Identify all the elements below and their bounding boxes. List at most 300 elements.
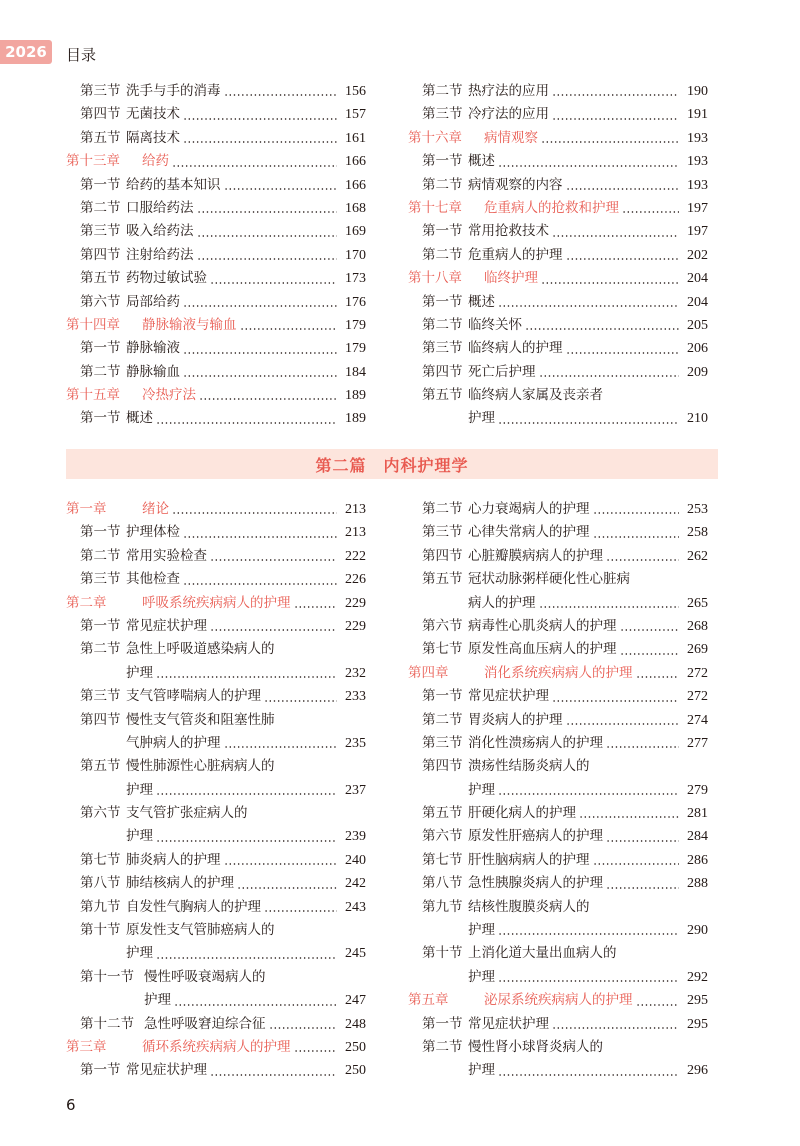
toc-page-number: 286: [687, 852, 708, 868]
toc-section-entry[interactable]: [408, 521, 708, 544]
dot-leader: [498, 422, 679, 424]
toc-entry-title: 临终病人家属及丧亲者: [468, 387, 603, 404]
toc-page-number: 202: [687, 247, 708, 263]
toc-section-entry[interactable]: [66, 244, 366, 267]
dot-leader: [197, 235, 338, 237]
toc-section-entry[interactable]: [66, 267, 366, 290]
toc-page-number: 247: [345, 993, 366, 1009]
dot-leader: [620, 629, 680, 631]
toc-entry-title: 泌尿系统疾病病人的护理: [484, 992, 633, 1009]
toc-entry-title: 死亡后护理: [468, 363, 536, 380]
toc-entry-number: 第十六章: [408, 129, 462, 146]
toc-page-number: 222: [345, 548, 366, 564]
toc-section-entry[interactable]: [66, 407, 366, 430]
toc-page-number: 197: [687, 200, 708, 216]
toc-section-entry[interactable]: [408, 244, 708, 267]
toc-section-entry[interactable]: [66, 989, 366, 1012]
toc-section-entry[interactable]: [408, 407, 708, 430]
toc-entry-title: 无菌技术: [126, 106, 180, 123]
toc-entry-title: 肺炎病人的护理: [126, 851, 221, 868]
dot-leader: [224, 94, 338, 96]
toc-section-entry[interactable]: [408, 384, 708, 407]
dot-leader: [552, 94, 679, 96]
dot-leader: [264, 700, 337, 702]
toc-page-number: 292: [687, 969, 708, 985]
toc-entry-number: 第一章: [66, 500, 107, 517]
toc-page-number: 189: [345, 388, 366, 404]
dot-leader: [172, 165, 337, 167]
toc-chapter-entry[interactable]: [408, 662, 708, 685]
toc-section-entry[interactable]: [408, 103, 708, 126]
toc-entry-number: 第五节: [422, 805, 463, 822]
toc-entry-number: 第七节: [422, 851, 463, 868]
toc-chapter-entry[interactable]: [66, 592, 366, 615]
toc-entry-title: 冠状动脉粥样硬化性心脏病: [468, 571, 630, 588]
toc-section-entry[interactable]: [408, 1036, 708, 1059]
toc-page-number: 161: [345, 130, 366, 146]
toc-section-entry[interactable]: [66, 685, 366, 708]
toc-page-number: 193: [687, 130, 708, 146]
toc-page-number: 274: [687, 712, 708, 728]
toc-section-entry[interactable]: [66, 896, 366, 919]
toc-section-entry[interactable]: [66, 919, 366, 942]
toc-section-entry[interactable]: [408, 568, 708, 591]
toc-entry-title: 肝硬化病人的护理: [468, 805, 576, 822]
toc-entry-number: 第二节: [422, 500, 463, 517]
dot-leader: [224, 746, 338, 748]
toc-entry-number: 第一节: [422, 153, 463, 170]
toc-page-number: 290: [687, 923, 708, 939]
toc-page-number: 229: [345, 595, 366, 611]
toc-section-entry[interactable]: [66, 127, 366, 150]
toc-page-number: 248: [345, 1016, 366, 1032]
toc-entry-title: 消化性溃疡病人的护理: [468, 734, 603, 751]
toc-entry-title: 上消化道大量出血病人的: [468, 945, 617, 962]
toc-entry-number: 第一节: [422, 1015, 463, 1032]
toc-page-number: 288: [687, 876, 708, 892]
dot-leader: [183, 375, 337, 377]
toc-entry-number: 第二节: [80, 641, 121, 658]
dot-leader: [498, 793, 679, 795]
toc-entry-number: 第四节: [80, 106, 121, 123]
toc-section-entry[interactable]: [66, 872, 366, 895]
toc-entry-title: 护理: [126, 945, 153, 962]
dot-leader: [224, 863, 338, 865]
dot-leader: [224, 188, 338, 190]
toc-entry-title: 慢性呼吸衰竭病人的: [144, 968, 266, 985]
dot-leader: [566, 188, 680, 190]
toc-section-entry[interactable]: [66, 755, 366, 778]
toc-chapter-entry[interactable]: [408, 989, 708, 1012]
toc-section-entry[interactable]: [66, 220, 366, 243]
toc-entry-title: 常见症状护理: [468, 688, 549, 705]
toc-page-number: 193: [687, 154, 708, 170]
toc-entry-title: 给药的基本知识: [126, 176, 221, 193]
toc-entry-number: 第十二节: [80, 1015, 134, 1032]
toc-entry-title: 静脉输血: [126, 363, 180, 380]
toc-entry-title: 注射给药法: [126, 246, 194, 263]
dot-leader: [552, 235, 679, 237]
toc-entry-number: 第一节: [80, 176, 121, 193]
toc-page-number: 204: [687, 271, 708, 287]
toc-section-entry[interactable]: [408, 919, 708, 942]
toc-entry-title: 支气管扩张症病人的: [126, 805, 248, 822]
dot-leader: [566, 352, 680, 354]
toc-page-number: 206: [687, 341, 708, 357]
toc-page-number: 233: [345, 689, 366, 705]
toc-page-number: 296: [687, 1063, 708, 1079]
header-title: 目录: [66, 46, 97, 64]
toc-section-entry[interactable]: [408, 896, 708, 919]
toc-entry-title: 急性上呼吸道感染病人的: [126, 641, 275, 658]
toc-section-entry[interactable]: [408, 545, 708, 568]
toc-entry-title: 慢性支气管炎和阻塞性肺: [126, 711, 275, 728]
toc-page-number: 209: [687, 364, 708, 380]
toc-section-entry[interactable]: [408, 732, 708, 755]
toc-section-entry[interactable]: [66, 1059, 366, 1082]
toc-section-entry[interactable]: [66, 662, 366, 685]
toc-section-entry[interactable]: [408, 825, 708, 848]
dot-leader: [269, 1027, 338, 1029]
toc-entry-number: 第二节: [80, 547, 121, 564]
toc-page-number: 197: [687, 224, 708, 240]
part-banner: 第二篇 内科护理学: [66, 449, 718, 479]
toc-entry-number: 第二节: [80, 363, 121, 380]
toc-page-number: 190: [687, 83, 708, 99]
toc-section-entry[interactable]: [66, 709, 366, 732]
toc-entry-title: 原发性肝癌病人的护理: [468, 828, 603, 845]
dot-leader: [606, 840, 679, 842]
toc-entry-title: 热疗法的应用: [468, 82, 549, 99]
toc-entry-title: 护理: [468, 922, 495, 939]
toc-section-entry[interactable]: [408, 755, 708, 778]
toc-entry-title: 冷疗法的应用: [468, 106, 549, 123]
toc-section-entry[interactable]: [66, 545, 366, 568]
toc-section-entry[interactable]: [408, 966, 708, 989]
toc-entry-title: 常见症状护理: [126, 617, 207, 634]
dot-leader: [552, 700, 679, 702]
dot-leader: [498, 1074, 679, 1076]
toc-page-number: 232: [345, 665, 366, 681]
toc-page-number: 262: [687, 548, 708, 564]
toc-entry-number: 第三节: [422, 340, 463, 357]
toc-entry-number: 第五节: [80, 758, 121, 775]
toc-entry-title: 护理: [468, 410, 495, 427]
toc-entry-title: 常见症状护理: [468, 1015, 549, 1032]
toc-entry-title: 护理: [468, 968, 495, 985]
toc-entry-number: 第二节: [422, 711, 463, 728]
toc-section-entry[interactable]: [66, 638, 366, 661]
toc-chapter-entry[interactable]: [408, 197, 708, 220]
toc-page-number: 213: [345, 525, 366, 541]
toc-entry-title: 其他检查: [126, 571, 180, 588]
toc-chapter-entry[interactable]: [66, 498, 366, 521]
toc-entry-number: 第五节: [422, 571, 463, 588]
toc-page-number: 156: [345, 83, 366, 99]
toc-entry-title: 原发性高血压病人的护理: [468, 641, 617, 658]
dot-leader: [183, 536, 337, 538]
toc-entry-title: 肺结核病人的护理: [126, 875, 234, 892]
toc-entry-number: 第二节: [422, 176, 463, 193]
toc-entry-title: 洗手与手的消毒: [126, 82, 221, 99]
toc-entry-title: 口服给药法: [126, 199, 194, 216]
toc-chapter-entry[interactable]: [408, 127, 708, 150]
toc-entry-title: 病情观察的内容: [468, 176, 563, 193]
dot-leader: [240, 328, 338, 330]
toc-page-number: 243: [345, 899, 366, 915]
toc-entry-title: 消化系统疾病病人的护理: [484, 664, 633, 681]
toc-entry-title: 支气管哮喘病人的护理: [126, 688, 261, 705]
toc-entry-number: 第四节: [422, 363, 463, 380]
toc-entry-title: 急性胰腺炎病人的护理: [468, 875, 603, 892]
toc-section-entry[interactable]: [66, 291, 366, 314]
toc-page-number: 281: [687, 806, 708, 822]
toc-chapter-entry[interactable]: [66, 384, 366, 407]
dot-leader: [593, 512, 680, 514]
toc-chapter-entry[interactable]: [408, 267, 708, 290]
toc-section-entry[interactable]: [66, 849, 366, 872]
toc-entry-title: 冷热疗法: [142, 387, 196, 404]
toc-page-number: 253: [687, 501, 708, 517]
toc-page-number: 179: [345, 317, 366, 333]
dot-leader: [183, 305, 337, 307]
dot-leader: [210, 559, 337, 561]
toc-entry-title: 病情观察: [484, 129, 538, 146]
dot-leader: [622, 211, 679, 213]
toc-entry-number: 第三节: [80, 223, 121, 240]
toc-entry-number: 第三节: [422, 734, 463, 751]
toc-entry-number: 第一节: [80, 340, 121, 357]
dot-leader: [210, 629, 337, 631]
toc-entry-title: 概述: [126, 410, 153, 427]
toc-page-number: 279: [687, 782, 708, 798]
toc-entry-title: 危重病人的抢救和护理: [484, 199, 619, 216]
toc-entry-number: 第五节: [80, 270, 121, 287]
toc-section-entry[interactable]: [66, 802, 366, 825]
toc-section-entry[interactable]: [66, 103, 366, 126]
dot-leader: [525, 328, 679, 330]
toc-entry-number: 第三节: [422, 524, 463, 541]
toc-section-entry[interactable]: [408, 314, 708, 337]
dot-leader: [156, 422, 337, 424]
toc-entry-title: 心脏瓣膜病病人的护理: [468, 547, 603, 564]
toc-section-entry[interactable]: [408, 1013, 708, 1036]
toc-page-number: 210: [687, 411, 708, 427]
toc-entry-title: 静脉输液: [126, 340, 180, 357]
toc-chapter-entry[interactable]: [66, 150, 366, 173]
dot-leader: [593, 863, 680, 865]
toc-section-entry[interactable]: [66, 942, 366, 965]
dot-leader: [498, 933, 679, 935]
dot-leader: [539, 606, 680, 608]
toc-entry-number: 第五节: [80, 129, 121, 146]
toc-section-entry[interactable]: [408, 1059, 708, 1082]
dot-leader: [183, 118, 337, 120]
dot-leader: [541, 282, 679, 284]
toc-page-number: 277: [687, 735, 708, 751]
toc-section-entry[interactable]: [66, 966, 366, 989]
toc-page-number: 284: [687, 829, 708, 845]
toc-entry-number: 第五节: [422, 387, 463, 404]
toc-page-number: 157: [345, 107, 366, 123]
toc-page-number: 250: [345, 1063, 366, 1079]
dot-leader: [593, 536, 680, 538]
toc-entry-title: 护理: [126, 828, 153, 845]
toc-entry-number: 第六节: [422, 617, 463, 634]
dot-leader: [552, 1027, 679, 1029]
toc-entry-title: 吸入给药法: [126, 223, 194, 240]
toc-page-number: 173: [345, 271, 366, 287]
toc-entry-number: 第三节: [80, 688, 121, 705]
toc-entry-title: 常用抢救技术: [468, 223, 549, 240]
toc-page-number: 250: [345, 1039, 366, 1055]
toc-block2-right: [408, 498, 708, 1083]
toc-section-entry[interactable]: [408, 779, 708, 802]
page-number: 6: [66, 1096, 76, 1114]
toc-entry-title: 常见症状护理: [126, 1062, 207, 1079]
toc-entry-number: 第六节: [422, 828, 463, 845]
toc-section-entry[interactable]: [408, 337, 708, 360]
dot-leader: [156, 840, 337, 842]
toc-section-entry[interactable]: [66, 197, 366, 220]
toc-page-number: 245: [345, 946, 366, 962]
toc-page-number: 176: [345, 294, 366, 310]
toc-entry-title: 胃炎病人的护理: [468, 711, 563, 728]
dot-leader: [606, 559, 679, 561]
toc-page-number: 226: [345, 572, 366, 588]
toc-section-entry[interactable]: [66, 779, 366, 802]
toc-section-entry[interactable]: [66, 568, 366, 591]
toc-page-number: 204: [687, 294, 708, 310]
dot-leader: [183, 583, 337, 585]
toc-entry-title: 概述: [468, 153, 495, 170]
toc-entry-number: 第一节: [422, 688, 463, 705]
toc-entry-number: 第一节: [80, 524, 121, 541]
toc-entry-title: 心力衰竭病人的护理: [468, 500, 590, 517]
toc-entry-title: 护理: [144, 992, 171, 1009]
toc-entry-title: 结核性腹膜炎病人的: [468, 898, 590, 915]
dot-leader: [294, 1050, 338, 1052]
toc-page-number: 166: [345, 177, 366, 193]
dot-leader: [174, 1004, 337, 1006]
toc-entry-number: 第二节: [422, 1038, 463, 1055]
toc-entry-number: 第三节: [80, 82, 121, 99]
toc-section-entry[interactable]: [408, 802, 708, 825]
toc-entry-number: 第六节: [80, 805, 121, 822]
toc-section-entry[interactable]: [66, 1013, 366, 1036]
toc-entry-number: 第六节: [80, 293, 121, 310]
toc-section-entry[interactable]: [408, 592, 708, 615]
toc-entry-number: 第十七章: [408, 199, 462, 216]
toc-section-entry[interactable]: [408, 174, 708, 197]
toc-section-entry[interactable]: [66, 521, 366, 544]
toc-page-number: 272: [687, 689, 708, 705]
toc-entry-title: 护理: [468, 781, 495, 798]
toc-entry-number: 第四节: [80, 711, 121, 728]
dot-leader: [156, 676, 337, 678]
toc-entry-number: 第十三章: [66, 153, 120, 170]
toc-page-number: 229: [345, 618, 366, 634]
dot-leader: [183, 352, 337, 354]
toc-entry-number: 第一节: [80, 617, 121, 634]
toc-page-number: 237: [345, 782, 366, 798]
toc-entry-title: 病毒性心肌炎病人的护理: [468, 617, 617, 634]
toc-section-entry[interactable]: [66, 174, 366, 197]
toc-section-entry[interactable]: [408, 942, 708, 965]
toc-entry-number: 第二节: [80, 199, 121, 216]
toc-section-entry[interactable]: [66, 361, 366, 384]
toc-section-entry[interactable]: [66, 732, 366, 755]
toc-entry-title: 危重病人的护理: [468, 246, 563, 263]
toc-section-entry[interactable]: [408, 685, 708, 708]
toc-section-entry[interactable]: [408, 361, 708, 384]
toc-section-entry[interactable]: [66, 337, 366, 360]
toc-entry-title: 绪论: [142, 500, 169, 517]
toc-section-entry[interactable]: [66, 80, 366, 103]
dot-leader: [579, 816, 679, 818]
toc-entry-title: 药物过敏试验: [126, 270, 207, 287]
toc-entry-title: 临终病人的护理: [468, 340, 563, 357]
toc-entry-title: 心律失常病人的护理: [468, 524, 590, 541]
toc-block2-left: [66, 498, 366, 1083]
toc-entry-title: 气肿病人的护理: [126, 734, 221, 751]
dot-leader: [210, 1074, 337, 1076]
toc-chapter-entry[interactable]: [66, 314, 366, 337]
toc-section-entry[interactable]: [408, 709, 708, 732]
toc-entry-number: 第二节: [422, 316, 463, 333]
toc-entry-title: 病人的护理: [468, 594, 536, 611]
toc-page-number: 235: [345, 735, 366, 751]
toc-entry-number: 第一节: [80, 1062, 121, 1079]
toc-section-entry[interactable]: [408, 849, 708, 872]
dot-leader: [498, 305, 679, 307]
toc-page-number: 269: [687, 642, 708, 658]
toc-entry-number: 第三节: [80, 571, 121, 588]
toc-section-entry[interactable]: [408, 220, 708, 243]
toc-section-entry[interactable]: [408, 615, 708, 638]
toc-entry-title: 局部给药: [126, 293, 180, 310]
toc-section-entry[interactable]: [408, 150, 708, 173]
toc-page-number: 191: [687, 107, 708, 123]
toc-entry-title: 护理体检: [126, 524, 180, 541]
toc-page-number: 170: [345, 247, 366, 263]
toc-section-entry[interactable]: [408, 638, 708, 661]
toc-section-entry[interactable]: [408, 80, 708, 103]
toc-section-entry[interactable]: [408, 498, 708, 521]
toc-section-entry[interactable]: [66, 615, 366, 638]
dot-leader: [606, 746, 679, 748]
toc-entry-title: 肝性脑病病人的护理: [468, 851, 590, 868]
toc-page-number: 205: [687, 317, 708, 333]
dot-leader: [197, 258, 338, 260]
dot-leader: [172, 512, 337, 514]
toc-entry-title: 原发性支气管肺癌病人的: [126, 922, 275, 939]
toc-entry-title: 溃疡性结肠炎病人的: [468, 758, 590, 775]
toc-entry-number: 第一节: [80, 410, 121, 427]
toc-section-entry[interactable]: [408, 872, 708, 895]
toc-chapter-entry[interactable]: [66, 1036, 366, 1059]
toc-section-entry[interactable]: [408, 291, 708, 314]
dot-leader: [264, 910, 337, 912]
toc-entry-number: 第二节: [422, 82, 463, 99]
toc-block1-left: [66, 80, 366, 431]
toc-entry-title: 隔离技术: [126, 129, 180, 146]
toc-section-entry[interactable]: [66, 825, 366, 848]
toc-block1-right: [408, 80, 708, 431]
toc-entry-number: 第一节: [422, 293, 463, 310]
toc-page-number: 189: [345, 411, 366, 427]
toc-page-number: 240: [345, 852, 366, 868]
